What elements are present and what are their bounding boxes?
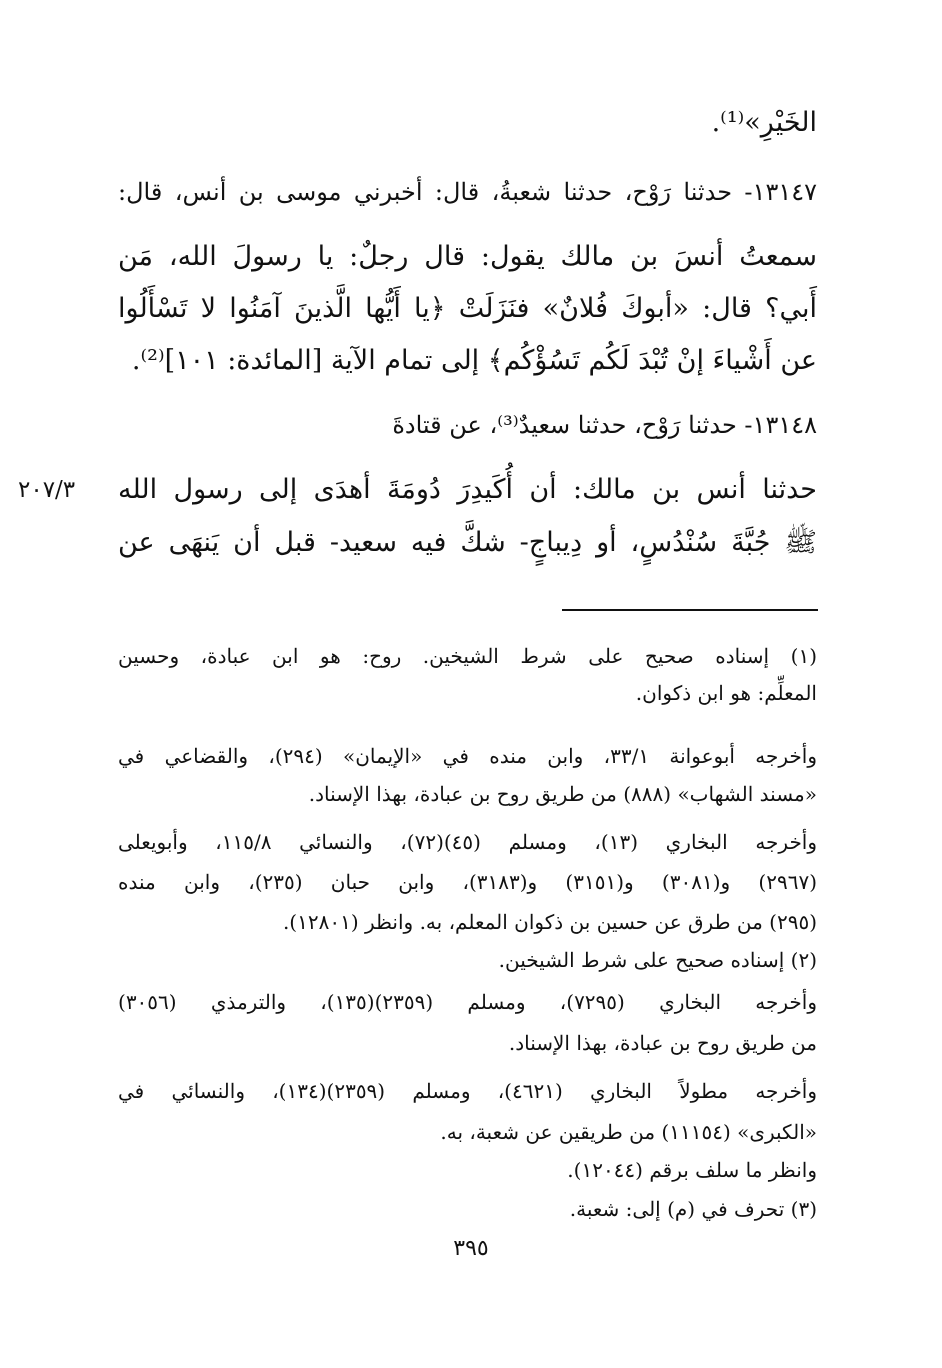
footnote-line: «مسند الشهاب» (٨٨٨) من طريق روح بن عبادة، بهذا الإسناد. [308,782,817,806]
footnote-separator [562,609,818,611]
footnote-line: وأخرجه البخاري (١٣)، ومسلم (٤٥)(٧٢)، والنسائي ١١٥/٨، وأبويعلى [118,830,818,854]
main-line: سمعتُ أنسَ بن مالك يقول: قال رجلٌ: يا رسولَ الله، مَن [118,241,817,272]
footnote-line: (٢) إسناده صحيح على شرط الشيخين. [498,948,817,972]
footnote-line: «الكبرى» (١١١٥٤) من طريقين عن شعبة، به. [440,1120,817,1144]
footnote-line: (٢٩٥) من طرق عن حسين بن ذكوان المعلم، به. وانظر (١٢٨٠١). [282,910,817,934]
main-line: الخَيْرِ»⁽¹⁾. [711,107,817,138]
footnote-line: (٢٩٦٧) و(٣٠٨١) و(٣١٥١) و(٣١٨٣)، وابن حبان (٢٣٥)، وابن منده [118,870,818,894]
footnote-line: (١) إسناده صحيح على شرط الشيخين. روح: هو ابن عبادة، وحسين [118,644,818,668]
footnote-line: (٣) تحرف في (م) إلى: شعبة. [569,1197,817,1221]
main-line: ١٣١٤٧- حدثنا رَوْح، حدثنا شعبةُ، قال: أخبرني موسى بن أنس، قال: [118,178,817,206]
main-line: عن أَشْياءَ إنْ تُبْدَ لَكُم تَسُؤْكُم﴾ إلى تمام الآية [المائدة: ١٠١]⁽²⁾. [131,345,817,376]
footnote-line: المعلِّم: هو ابن ذكوان. [635,681,817,705]
marginal-reference: ٢٠٧/٣ [18,477,76,503]
footnote-line: وأخرجه البخاري (٧٢٩٥)، ومسلم (٢٣٥٩)(١٣٥)، والترمذي (٣٠٥٦) [118,990,818,1014]
page-number: ٣٩٥ [453,1236,489,1261]
main-line: حدثنا أنس بن مالك: أن أُكَيدِرَ دُومَةَ أهدَى إلى رسول الله [118,474,817,505]
footnote-line: وأخرجه أبوعوانة ٣٣/١، وابن منده في «الإيمان» (٢٩٤)، والقضاعي في [118,744,817,768]
footnote-line: من طريق روح بن عبادة، بهذا الإسناد. [508,1031,817,1055]
main-line: أَبي؟ قال: «أبوكَ فُلانٌ» فنَزَلَتْ ﴿يا أَيُّها الَّذينَ آمَنُوا لا تَسْأَلُوا [118,293,817,324]
footnote-line: وانظر ما سلف برقم (١٢٠٤٤). [567,1158,817,1182]
main-line: ١٣١٤٨- حدثنا رَوْح، حدثنا سعيدٌ⁽³⁾، عن قتادةَ [392,411,817,439]
footnote-line: وأخرجه مطولاً البخاري (٤٦٢١)، ومسلم (٢٣٥٩)(١٣٤)، والنسائي في [118,1079,818,1103]
main-line: ﷺ جُبَّةَ سُنْدُسٍ، أو دِيباجٍ- شكَّ فيه سعيد- قبل أن يَنهَى عن [118,527,817,558]
